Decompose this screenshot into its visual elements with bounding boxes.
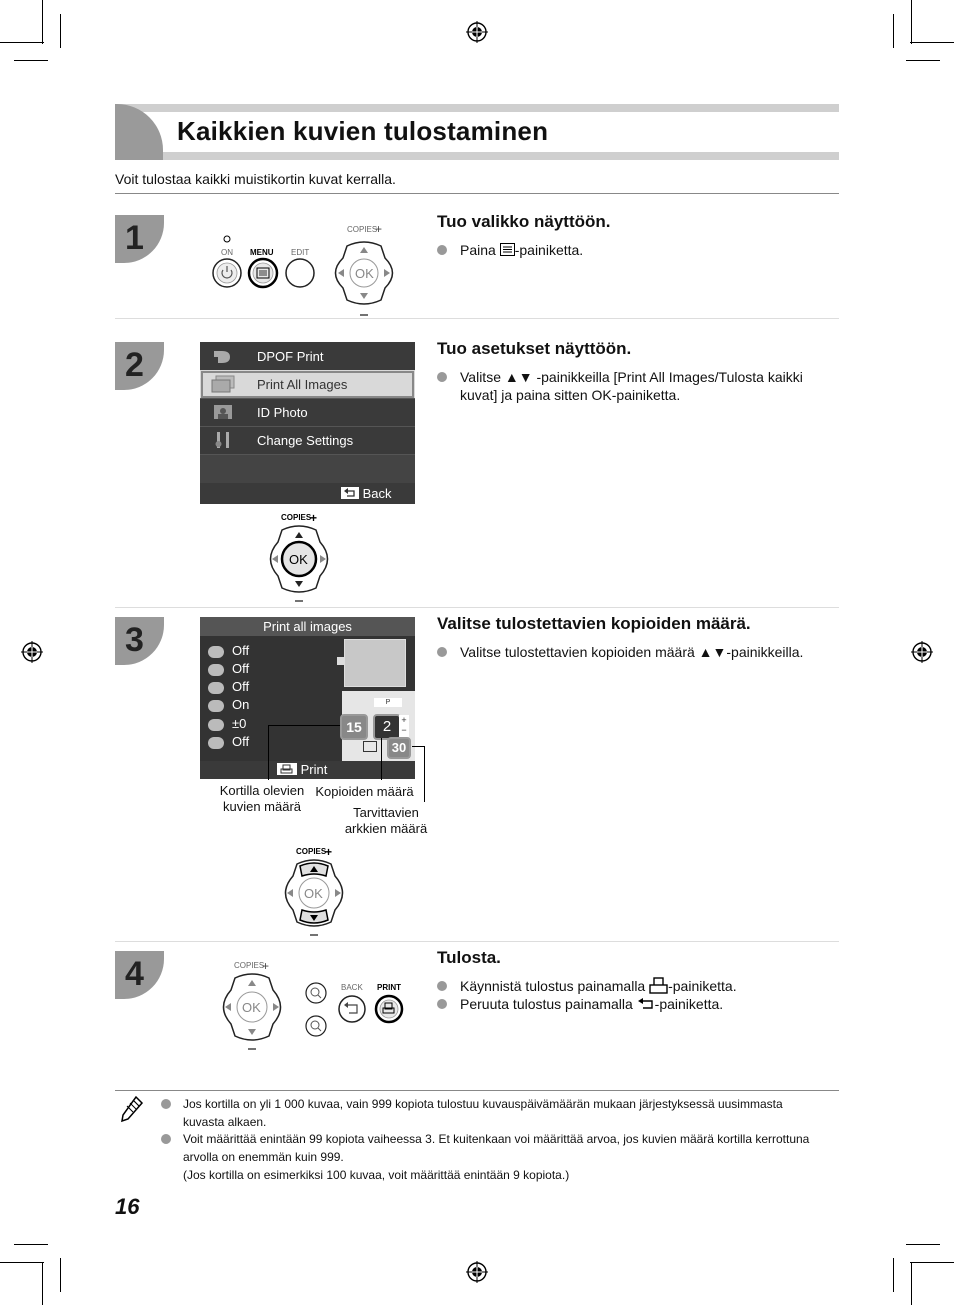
crop-mark bbox=[14, 1244, 48, 1245]
dpof-icon bbox=[212, 347, 234, 365]
menu-empty-row bbox=[200, 455, 415, 483]
step4-heading: Tulosta. bbox=[437, 948, 501, 967]
menu-item-print-all[interactable]: Print All Images bbox=[200, 370, 415, 399]
crop-mark bbox=[60, 1258, 61, 1292]
registration-mark-icon bbox=[911, 641, 933, 663]
menu-item-id-photo[interactable]: ID Photo bbox=[200, 398, 415, 427]
svg-text:OK: OK bbox=[304, 886, 323, 901]
title-tab bbox=[115, 104, 163, 160]
on-label: ON bbox=[221, 248, 233, 257]
step-divider bbox=[115, 607, 839, 608]
preview-arrow-icon bbox=[337, 657, 344, 665]
callout-line bbox=[412, 746, 424, 747]
image-preview bbox=[344, 639, 406, 687]
title-band bbox=[115, 104, 839, 112]
pencil-icon bbox=[118, 1095, 144, 1125]
crop-mark bbox=[906, 1244, 940, 1245]
step-number: 3 bbox=[115, 617, 164, 665]
dpad-ok-pressed bbox=[255, 510, 343, 606]
callout-line bbox=[424, 746, 425, 802]
svg-text:COPIES: COPIES bbox=[234, 961, 265, 970]
setting-row: Off bbox=[208, 734, 249, 749]
callout-line bbox=[268, 725, 340, 726]
page-number: 16 bbox=[115, 1194, 140, 1219]
svg-text:PRINT: PRINT bbox=[377, 983, 401, 992]
printer-buttons-menu bbox=[205, 220, 410, 320]
note-2: Voit määrittää enintään 99 kopiota vaiheessa 3. Et kuitenkaan voi määrittää arvoa, jos kuvien määrä kortilla kerrottuna arvolla on enemmän kuin 999. bbox=[183, 1132, 810, 1164]
images-icon bbox=[210, 375, 236, 393]
setting-row: On bbox=[208, 697, 249, 712]
svg-text:OK: OK bbox=[289, 552, 308, 567]
setting-row: Off bbox=[208, 643, 249, 658]
step-number: 1 bbox=[115, 215, 164, 263]
registration-mark-icon bbox=[21, 641, 43, 663]
tools-icon bbox=[214, 430, 234, 450]
step2-heading: Tuo asetukset näyttöön. bbox=[437, 339, 632, 358]
print-hint[interactable]: Print bbox=[277, 762, 327, 777]
copies-stepper[interactable]: + − bbox=[399, 715, 409, 737]
copies-label: COPIES bbox=[347, 225, 378, 234]
back-button[interactable] bbox=[339, 996, 365, 1022]
step-divider bbox=[115, 941, 839, 942]
back-icon bbox=[637, 998, 655, 1010]
note-bullet bbox=[161, 1099, 171, 1109]
note-3: (Jos kortilla on esimerkiksi 100 kuvaa, voit määrittää enintään 9 kopiota.) bbox=[183, 1168, 570, 1182]
registration-mark-icon bbox=[466, 1261, 488, 1283]
crop-mark bbox=[42, 0, 43, 44]
lcd-print-all-screen bbox=[200, 617, 415, 779]
svg-text:BACK: BACK bbox=[341, 983, 363, 992]
setting-row: ±0 bbox=[208, 716, 246, 731]
print-icon bbox=[277, 763, 297, 775]
menu-item-dpof[interactable]: DPOF Print bbox=[200, 342, 415, 371]
sheets-count: 30 bbox=[387, 737, 411, 759]
printer-buttons-print bbox=[208, 958, 413, 1058]
svg-text:+: + bbox=[310, 511, 318, 525]
divider bbox=[115, 193, 839, 194]
intro-text: Voit tulostaa kaikki muistikortin kuvat kerralla. bbox=[115, 171, 396, 187]
callout-line bbox=[381, 738, 382, 780]
edit-button[interactable] bbox=[286, 259, 314, 287]
crop-mark bbox=[893, 1258, 894, 1292]
print-icon bbox=[649, 977, 668, 994]
svg-text:+: + bbox=[262, 959, 270, 973]
copies-count[interactable]: 2 bbox=[373, 714, 401, 740]
ok-label: OK bbox=[355, 266, 374, 281]
crop-mark bbox=[911, 0, 912, 44]
back-icon bbox=[341, 487, 359, 499]
svg-text:+: + bbox=[325, 845, 333, 859]
crop-mark bbox=[906, 60, 940, 61]
svg-text:COPIES: COPIES bbox=[296, 847, 327, 856]
callout-images: Kortilla olevien kuvien määrä bbox=[219, 783, 305, 814]
step1-heading: Tuo valikko näyttöön. bbox=[437, 212, 611, 231]
images-count: 15 bbox=[340, 714, 368, 740]
crop-mark bbox=[893, 14, 894, 48]
step-divider bbox=[115, 318, 839, 319]
menu-item-change-settings[interactable]: Change Settings bbox=[200, 426, 415, 455]
crop-mark bbox=[14, 60, 48, 61]
callout-sheets: Tarvittavien arkkien määrä bbox=[344, 805, 428, 836]
crop-mark bbox=[0, 42, 44, 43]
crop-mark bbox=[911, 1262, 912, 1305]
lcd-menu-screen bbox=[200, 342, 415, 504]
step-number: 4 bbox=[115, 951, 164, 999]
callout-copies: Kopioiden määrä bbox=[315, 784, 414, 799]
page-title: Kaikkien kuvien tulostaminen bbox=[177, 116, 549, 146]
callout-line bbox=[268, 725, 269, 780]
divider bbox=[115, 1090, 839, 1091]
zoom-out-button[interactable] bbox=[306, 1016, 326, 1036]
paper-label: P bbox=[374, 698, 402, 707]
note-1: Jos kortilla on yli 1 000 kuvaa, vain 999 kopiota tulostuu kuvauspäivämäärän mukaan järjestyksessä uusimmasta kuvasta alkaen. bbox=[183, 1097, 783, 1129]
crop-mark bbox=[60, 14, 61, 48]
screen-title: Print all images bbox=[200, 617, 415, 636]
crop-mark bbox=[910, 42, 954, 43]
svg-text:COPIES: COPIES bbox=[281, 513, 312, 522]
setting-row: Off bbox=[208, 679, 249, 694]
registration-mark-icon bbox=[466, 21, 488, 43]
crop-mark bbox=[42, 1262, 43, 1305]
menu-icon bbox=[500, 243, 515, 256]
crop-mark bbox=[910, 1262, 954, 1263]
title-band bbox=[115, 152, 839, 160]
menu-label: MENU bbox=[250, 248, 274, 257]
zoom-in-button[interactable] bbox=[306, 983, 326, 1003]
step3-heading: Valitse tulostettavien kopioiden määrä. bbox=[437, 614, 751, 633]
edit-label: EDIT bbox=[291, 248, 310, 257]
dpad-updown-pressed bbox=[270, 844, 358, 940]
id-photo-icon bbox=[212, 403, 234, 421]
setting-row: Off bbox=[208, 661, 249, 676]
crop-mark bbox=[0, 1262, 44, 1263]
back-hint[interactable]: Back bbox=[341, 486, 392, 501]
note-bullet bbox=[161, 1134, 171, 1144]
svg-text:+: + bbox=[375, 222, 383, 236]
step-number: 2 bbox=[115, 342, 164, 390]
sheets-icon bbox=[363, 741, 377, 752]
svg-text:OK: OK bbox=[242, 1000, 261, 1015]
